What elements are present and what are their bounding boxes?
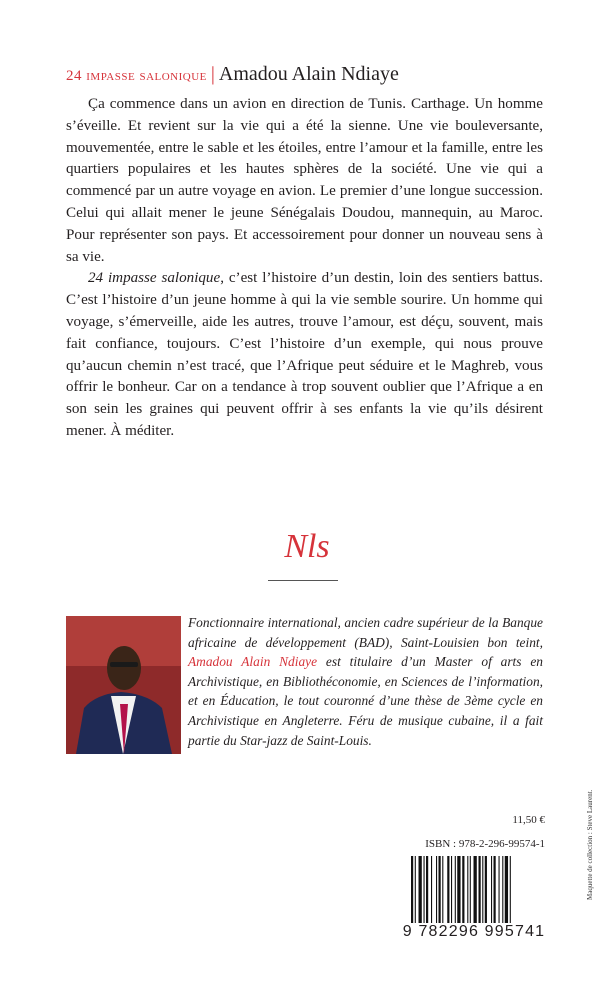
price-label: 11,50 € <box>512 814 545 826</box>
bio-text-2: est titulaire d’un Master of arts en Archivistique, en Bibliothéconomie, en Sciences de l’information, et en Éducation, le tout couronné d’une thèse de 3ème cycle en Archivistique en Angleterre. Féru de musique cubaine, il a fait partie du Star-jazz de Saint-Louis. <box>188 654 543 748</box>
barcode-digits: 9 782296 995741 <box>400 923 548 941</box>
bio-author-name: Amadou Alain Ndiaye <box>188 654 318 670</box>
blurb-title-reference: 24 impasse salonique <box>88 270 221 287</box>
isbn-label: ISBN : 978-2-296-99574-1 <box>425 838 545 850</box>
bio-text-1: Fonctionnaire international, ancien cadre supérieur de la Banque africaine de développement (BAD), Saint-Louisien bon teint, <box>188 615 543 650</box>
book-title: 24 impasse salonique <box>66 68 207 84</box>
blurb-paragraph-2-text: , c’est l’histoire d’un destin, loin des sentiers battus. C’est l’histoire d’un jeune homme à qui la vie semble sourire. Un homme qui voyage, s’émerveille, aide les autres, trouve l’amour, est déçu, souvent, mais fait confiance, toujours. C’est l’histoire d’un exemple, qui nous prouve qu’aucun chemin n’est tracé, que l’Afrique peut séduire et le Maghreb, vous offrir le bonheur. Car on a tendance à trop souvent oublier que l’Afrique a en son sein les graines qui peuvent offrir à ses enfants la vie qu’ils désirent mener. À méditer. <box>66 270 543 439</box>
logo-divider <box>268 580 338 581</box>
title-separator: | <box>210 63 215 85</box>
blurb-paragraph-2 <box>66 268 543 442</box>
barcode-icon <box>407 856 547 928</box>
author-photo <box>66 616 181 754</box>
author-name: Amadou Alain Ndiaye <box>218 63 399 85</box>
back-cover-blurb <box>66 94 543 443</box>
author-portrait-icon <box>66 616 181 754</box>
publisher-logo: Nls <box>284 528 330 565</box>
design-credit: Maquette de collection : Steve Laurent. <box>586 789 594 900</box>
blurb-paragraph-1: Ça commence dans un avion en direction de Tunis. Carthage. Un homme s’éveille. Et revient sur la vie qui a été la sienne. Une vie bouleversante, mouvementée, entre le sable et les étoiles, entre l’amour et la famille, entre les quartiers populaires et les hautes sphères de la société. Une vie qui a commencé par un autre voyage en avion. Le premier d’une longue succession. Celui qui allait mener le jeune Sénégalais Doudou, mannequin, au Maroc. Pour représenter son pays. Et accessoirement pour donner un nouveau sens à sa vie. <box>66 96 543 265</box>
cover-header <box>66 63 546 86</box>
author-biography <box>188 613 543 750</box>
